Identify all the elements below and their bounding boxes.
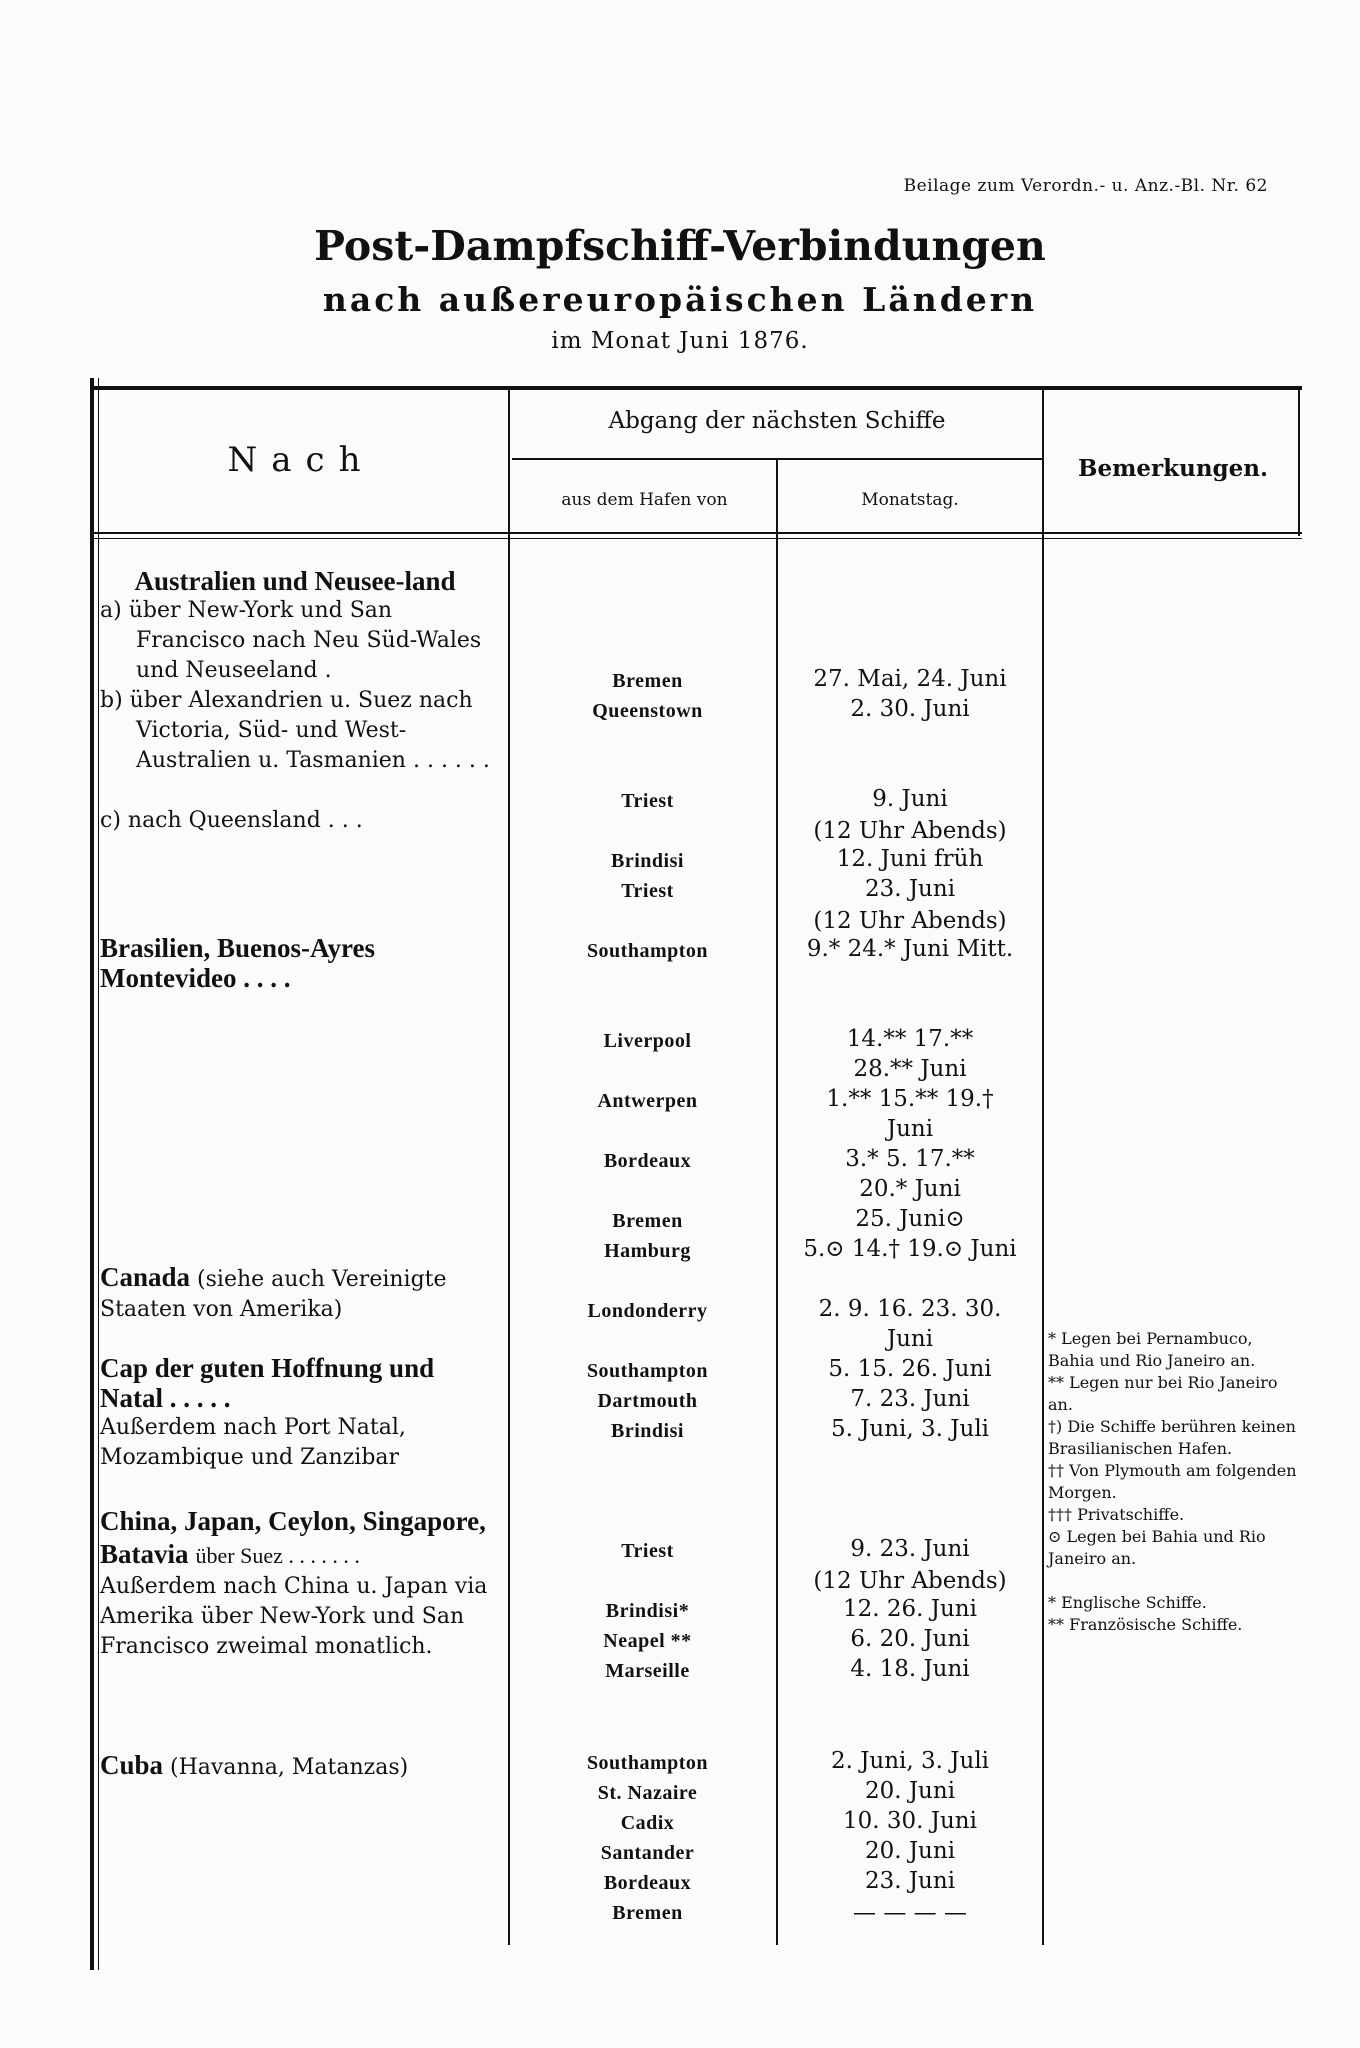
date-cell: 25. Juni⊙ — [855, 1206, 965, 1232]
port-cell: Brindisi* — [605, 1600, 690, 1622]
port-cell: Hamburg — [604, 1240, 691, 1262]
dest-china-head-rest: über Suez . . . . . . . — [195, 1543, 360, 1568]
dest-china — [100, 1506, 490, 1662]
port-cell: Queenstown — [592, 700, 703, 722]
port-cell: Brindisi — [611, 1420, 684, 1442]
dest-china-head: China, Japan, Ceylon, Singapore, Batavia — [100, 1506, 486, 1569]
date-cell: 5.⊙ 14.† 19.⊙ Juni — [803, 1236, 1017, 1262]
date-cell: 20. Juni — [864, 1838, 956, 1864]
remark-item: ††† Privatschiffe. — [1048, 1505, 1185, 1524]
date-note: (12 Uhr Abends) — [813, 908, 1007, 934]
dest-cape-extra: Außerdem nach Port Natal, Mozambique und Zanzibar — [100, 1415, 406, 1470]
dest-canada-rest: (siehe auch Vereinigte Staaten von Amerika) — [100, 1267, 447, 1322]
date-cell: 2. 9. 16. 23. 30. Juni — [818, 1296, 1002, 1352]
date-cell: 1.** 15.** 19.† Juni — [826, 1086, 994, 1142]
remark-item: * Legen bei Pernambuco, Bahia und Rio Janeiro an. — [1048, 1329, 1256, 1370]
port-cell: Dartmouth — [597, 1390, 698, 1412]
remark-item: ⊙ Legen bei Bahia und Rio Janeiro an. — [1048, 1527, 1266, 1568]
dest-brazil — [100, 933, 490, 993]
table-right-border — [1298, 386, 1300, 536]
table-top-border — [92, 386, 1302, 390]
remark-item: ** Legen nur bei Rio Janeiro an. — [1048, 1373, 1278, 1414]
date-cell: 23. Juni — [864, 1868, 956, 1894]
dest-cuba-rest: (Havanna, Matanzas) — [170, 1755, 409, 1780]
date-cell: 14.** 17.** 28.** Juni — [846, 1026, 974, 1082]
date-cell: 10. 30. Juni — [843, 1808, 977, 1834]
column-divider-date — [1042, 390, 1044, 1945]
dest-australia-head: Australien und Neusee-land — [134, 566, 456, 596]
port-cell: Bremen — [612, 670, 683, 692]
table-header-bottom-rule — [92, 532, 1302, 534]
date-cell: 12. 26. Juni — [843, 1596, 977, 1622]
date-cell: 9. Juni — [872, 786, 948, 812]
dest-australia — [100, 566, 490, 836]
port-cell: Triest — [621, 790, 674, 812]
date-cell: 5. 15. 26. Juni — [828, 1356, 992, 1382]
port-cell: St. Nazaire — [597, 1782, 698, 1804]
header-nach: Nach — [227, 440, 375, 480]
date-cell: 5. Juni, 3. Juli — [830, 1416, 990, 1442]
remark-item: †† Von Plymouth am folgenden Morgen. — [1048, 1461, 1297, 1502]
date-cell: 2. Juni, 3. Juli — [830, 1748, 990, 1774]
port-cell: Bremen — [612, 1210, 683, 1232]
date-cell: 27. Mai, 24. Juni — [813, 666, 1007, 692]
page-title: Post-Dampfschiff-Verbindungen — [314, 222, 1046, 270]
column-divider-nach — [508, 390, 510, 1945]
dest-australia-b: b) über Alexandrien u. Suez nach Victoria, Süd- und West-Australien u. Tasmanien . . . . . . — [100, 688, 490, 773]
date-note: (12 Uhr Abends) — [813, 818, 1007, 844]
port-cell: Antwerpen — [597, 1090, 698, 1112]
date-cell: 7. 23. Juni — [850, 1386, 970, 1412]
port-cell: Liverpool — [603, 1030, 692, 1052]
table-left-border — [90, 378, 94, 1970]
table-left-border-inner — [98, 378, 99, 1970]
table-header-bottom-rule-2 — [92, 538, 1302, 539]
dest-canada-head: Canada — [100, 1262, 191, 1292]
port-cell: Bordeaux — [603, 1872, 692, 1894]
port-cell: Santander — [600, 1842, 695, 1864]
remark-item: * Englische Schiffe. — [1048, 1593, 1207, 1612]
header-abgang: Abgang der nächsten Schiffe — [608, 408, 946, 434]
header-bemerkungen: Bemerkungen. — [1078, 455, 1268, 482]
port-cell: Londonderry — [587, 1300, 708, 1322]
date-cell: 9.* 24.* Juni Mitt. — [806, 936, 1014, 962]
remark-item: †) Die Schiffe berühren keinen Brasilianischen Hafen. — [1048, 1417, 1296, 1458]
dest-brazil-head: Brasilien, Buenos-Ayres Montevideo . . . . — [100, 933, 376, 993]
remarks-block — [1048, 1328, 1298, 1636]
header-monatstag: Monatstag. — [861, 490, 959, 510]
dest-australia-a: a) über New-York und San Francisco nach Neu Süd-Wales und Neuseeland . — [100, 598, 482, 683]
remark-item: ** Französische Schiffe. — [1048, 1615, 1243, 1634]
dest-china-extra: Außerdem nach China u. Japan via Amerika über New-York und San Francisco zweimal monatlich. — [100, 1574, 488, 1659]
port-cell: Southampton — [586, 940, 709, 962]
date-cell: — — — — — [853, 1900, 967, 1926]
date-cell: 12. Juni früh — [836, 846, 984, 872]
port-cell: Cadix — [620, 1812, 675, 1834]
port-cell: Marseille — [605, 1660, 690, 1682]
port-cell: Bremen — [612, 1902, 683, 1924]
page-subtitle: nach außereuropäischen Ländern — [322, 280, 1038, 319]
dest-cuba — [100, 1750, 490, 1783]
dest-cape — [100, 1353, 490, 1473]
port-cell: Southampton — [586, 1752, 709, 1774]
date-cell: 3.* 5. 17.** 20.* Juni — [845, 1146, 975, 1202]
header-hafen: aus dem Hafen von — [561, 490, 728, 510]
port-cell: Bordeaux — [603, 1150, 692, 1172]
dest-canada — [100, 1262, 490, 1325]
page-date-line: im Monat Juni 1876. — [551, 328, 809, 354]
port-cell: Triest — [621, 880, 674, 902]
dest-cape-head: Cap der guten Hoffnung und Natal . . . . . — [100, 1353, 435, 1413]
date-cell: 2. 30. Juni — [850, 696, 970, 722]
port-cell: Neapel ** — [603, 1630, 692, 1652]
header-reference: Beilage zum Verordn.- u. Anz.-Bl. Nr. 62 — [903, 176, 1268, 196]
port-cell: Brindisi — [611, 850, 684, 872]
date-note: (12 Uhr Abends) — [813, 1568, 1007, 1594]
port-cell: Southampton — [586, 1360, 709, 1382]
date-cell: 6. 20. Juni — [850, 1626, 970, 1652]
dest-cuba-head: Cuba — [100, 1750, 164, 1780]
column-divider-port — [776, 460, 778, 1945]
port-cell: Triest — [621, 1540, 674, 1562]
date-cell: 23. Juni — [864, 876, 956, 902]
date-cell: 20. Juni — [864, 1778, 956, 1804]
date-cell: 4. 18. Juni — [850, 1656, 970, 1682]
dest-australia-c: c) nach Queensland . . . — [100, 808, 363, 833]
date-cell: 9. 23. Juni — [850, 1536, 970, 1562]
